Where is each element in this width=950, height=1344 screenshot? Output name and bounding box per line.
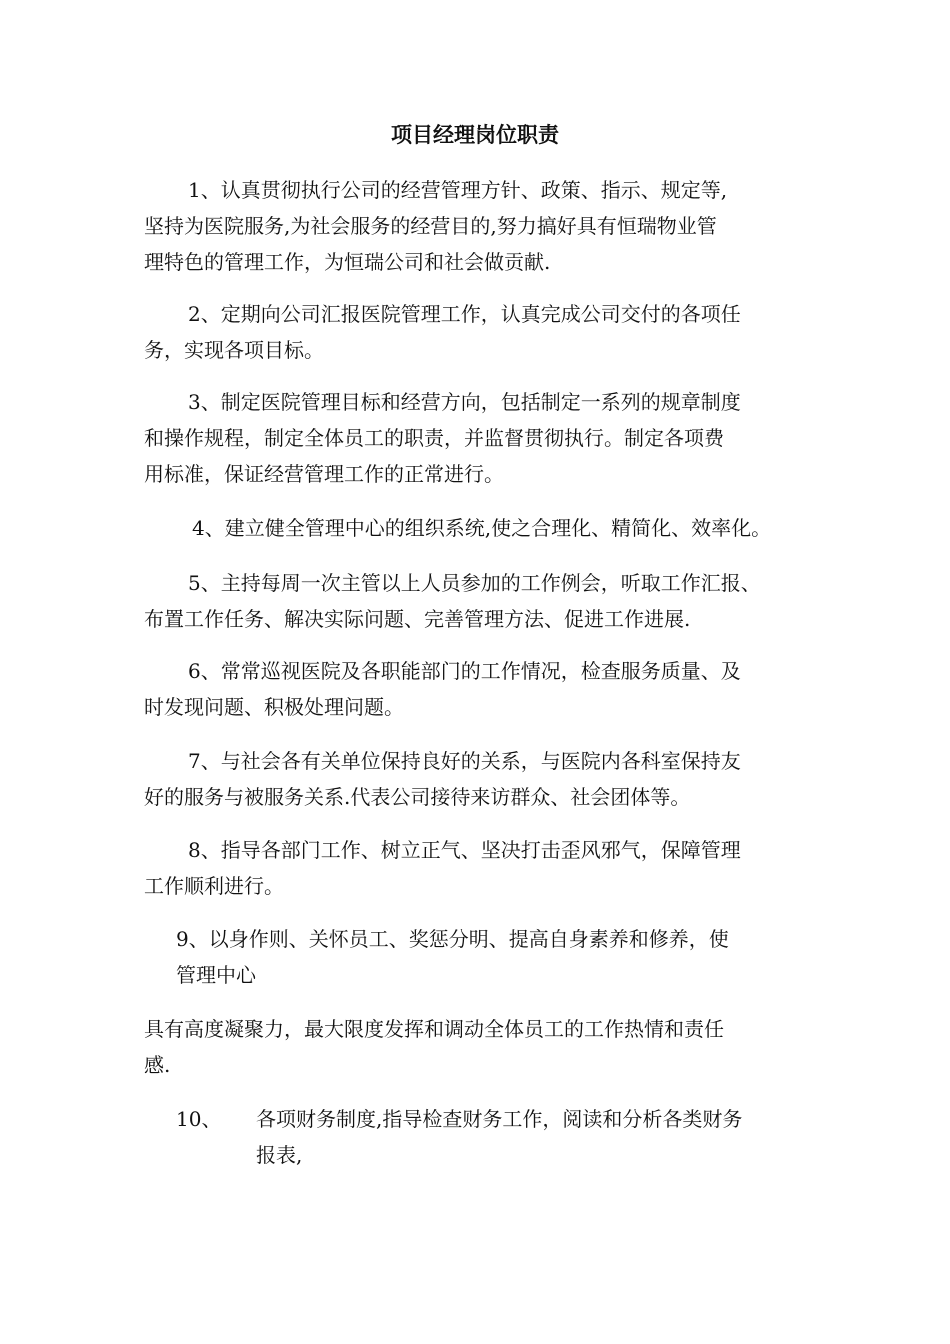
- paragraph-5: [144, 565, 824, 637]
- paragraph-1-line-3: 理特色的管理工作，为恒瑞公司和社会做贡献.: [144, 250, 551, 274]
- paragraph-10-number: 10、: [176, 1107, 222, 1131]
- paragraph-3-line-1: 3、制定医院管理目标和经营方向，包括制定一系列的规章制度: [188, 390, 741, 414]
- paragraph-3-line-2: 和操作规程，制定全体员工的职责，并监督贯彻执行。制定各项费: [144, 426, 724, 450]
- paragraph-7: [144, 743, 824, 815]
- paragraph-2-line-2: 务，实现各项目标。: [144, 338, 324, 362]
- paragraph-9-continued-line-2: 感.: [144, 1053, 171, 1077]
- paragraph-9-continued: [144, 1011, 824, 1083]
- paragraph-9: [144, 921, 824, 993]
- paragraph-8-line-1: 8、指导各部门工作、树立正气、坚决打击歪风邪气，保障管理: [188, 838, 741, 862]
- paragraph-6-line-2: 时发现问题、积极处理问题。: [144, 695, 404, 719]
- paragraph-9-line-1: 9、以身作则、关怀员工、奖惩分明、提高自身素养和修养，使: [176, 927, 729, 951]
- paragraph-7-line-1: 7、与社会各有关单位保持良好的关系，与医院内各科室保持友: [188, 749, 741, 773]
- paragraph-6: [144, 653, 824, 725]
- paragraph-1: [144, 172, 824, 280]
- paragraph-10: [144, 1101, 824, 1173]
- document-title: 项目经理岗位职责: [391, 122, 559, 147]
- paragraph-1-line-2: 坚持为医院服务,为社会服务的经营目的,努力搞好具有恒瑞物业管: [144, 214, 717, 238]
- paragraph-4: [144, 510, 824, 546]
- paragraph-9-continued-line-1: 具有高度凝聚力，最大限度发挥和调动全体员工的工作热情和责任: [144, 1017, 724, 1041]
- paragraph-3-line-3: 用标准，保证经营管理工作的正常进行。: [144, 462, 504, 486]
- paragraph-5-line-1: 5、主持每周一次主管以上人员参加的工作例会，听取工作汇报、: [188, 571, 761, 595]
- paragraph-9-line-2: 管理中心: [176, 963, 256, 987]
- paragraph-10-line-2: 报表,: [256, 1143, 303, 1167]
- paragraph-4-line-1: 4、建立健全管理中心的组织系统,使之合理化、精简化、效率化。: [192, 516, 772, 540]
- paragraph-5-line-2: 布置工作任务、解决实际问题、完善管理方法、促进工作进展.: [144, 607, 691, 631]
- paragraph-3: [144, 384, 824, 492]
- paragraph-2: [144, 296, 824, 368]
- paragraph-7-line-2: 好的服务与被服务关系.代表公司接待来访群众、社会团体等。: [144, 785, 691, 809]
- paragraph-1-line-1: 1、认真贯彻执行公司的经营管理方针、政策、指示、规定等,: [188, 178, 728, 202]
- paragraph-2-line-1: 2、定期向公司汇报医院管理工作，认真完成公司交付的各项任: [188, 302, 741, 326]
- paragraph-6-line-1: 6、常常巡视医院及各职能部门的工作情况，检查服务质量、及: [188, 659, 741, 683]
- paragraph-8: [144, 832, 824, 904]
- paragraph-10-text: [256, 1101, 742, 1173]
- paragraph-10-line-1: 各项财务制度,指导检查财务工作，阅读和分析各类财务: [256, 1107, 743, 1131]
- paragraph-8-line-2: 工作顺利进行。: [144, 874, 284, 898]
